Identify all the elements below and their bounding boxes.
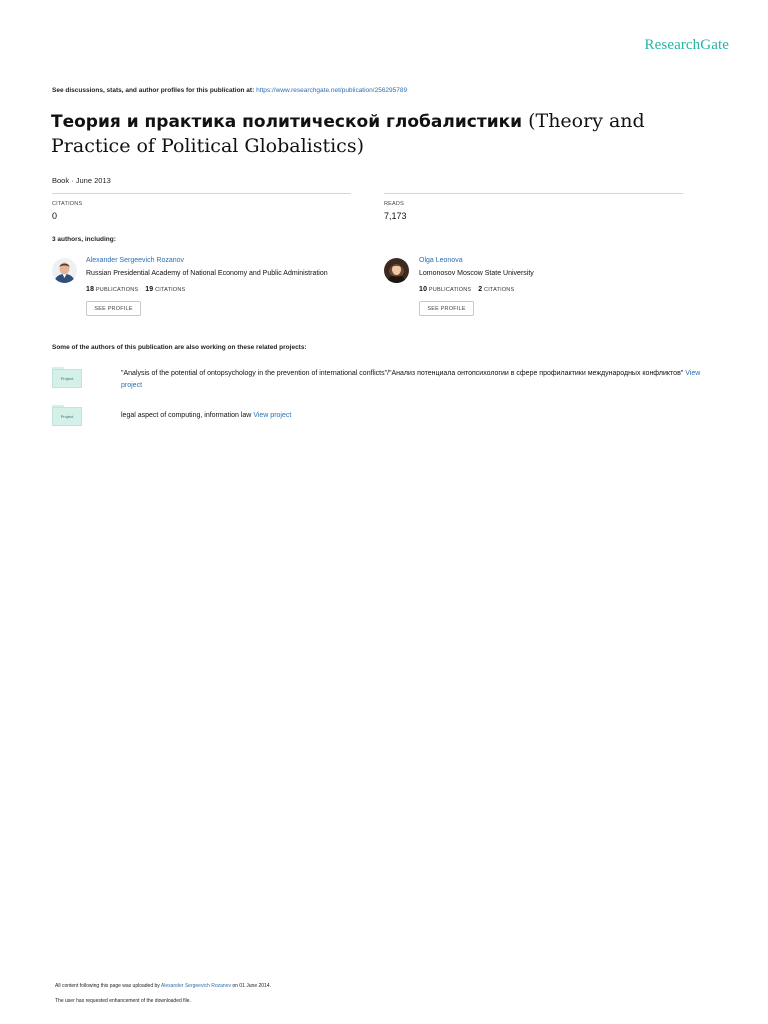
author-1-citations-count: 19 [145,286,154,293]
citations-label: CITATIONS [52,201,83,207]
divider-right [384,193,683,194]
author-2-name-link[interactable]: Olga Leonova [419,257,463,264]
person-photo-icon [384,258,409,283]
project-1-view-link[interactable]: View project [121,370,701,389]
publication-title [51,109,711,158]
related-projects-heading: Some of the authors of this publication are also working on these related projects: [52,344,307,351]
project-2-title: legal aspect of computing, information law [121,412,252,419]
project-1-entry [121,368,721,392]
project-2-view-link[interactable]: View project [253,412,292,419]
author-1-stats [86,286,185,293]
source-line [52,87,407,94]
author-1-see-profile-button[interactable]: SEE PROFILE [86,301,141,316]
author-1-citations-label: CITATIONS [155,287,186,293]
author-2-publications-label: PUBLICATIONS [428,287,472,293]
author-1-publications-count: 18 [86,286,95,293]
project-icon-label: Project [60,376,74,381]
title-russian: Теория и практика политической глобалистики [51,112,523,132]
divider-left [52,193,351,194]
project-folder-icon[interactable] [52,405,82,426]
author-1-name-link[interactable]: Alexander Sergeevich Rozanov [86,257,185,264]
source-text: See discussions, stats, and author profiles for this publication at: [52,87,255,94]
avatar-author-1[interactable] [52,258,77,283]
publication-url-link[interactable]: https://www.researchgate.net/publication/256295789 [256,87,408,94]
upload-note-suffix: on 01 June 2014. [232,983,272,989]
upload-note [55,983,271,989]
title-english: (Theory and Practice of Political Globalistics) [51,110,645,157]
project-1-title: "Analysis of the potential of ontopsychology in the prevention of international conflicts"/"Анализ потенциала онтопсихологии в сфере профилактики международных конфликтов" [121,370,684,377]
project-icon-label: Project [60,414,74,419]
project-2-entry [121,410,721,422]
upload-note-prefix: All content following this page was uploaded by [55,983,160,989]
author-1-institution: Russian Presidential Academy of National Economy and Public Administration [86,270,328,277]
project-folder-icon[interactable] [52,367,82,388]
author-2-institution: Lomonosov Moscow State University [419,270,534,277]
reads-value: 7,173 [384,211,407,221]
author-2-citations-count: 2 [478,286,483,293]
publication-meta: Book · June 2013 [52,176,111,185]
author-2-publications-count: 10 [419,286,428,293]
researchgate-logo[interactable]: ResearchGate [644,37,729,53]
authors-heading: 3 authors, including: [52,236,116,243]
author-1-publications-label: PUBLICATIONS [95,287,139,293]
author-2-citations-label: CITATIONS [484,287,515,293]
uploader-link[interactable]: Alexander Sergeevich Rozanov [160,983,231,989]
citations-value: 0 [52,211,58,221]
enhancement-note: The user has requested enhancement of the downloaded file. [55,998,191,1004]
author-2-see-profile-button[interactable]: SEE PROFILE [419,301,474,316]
author-2-stats [419,286,514,293]
avatar-author-2[interactable] [384,258,409,283]
person-photo-icon [52,258,77,283]
reads-label: READS [384,201,404,207]
